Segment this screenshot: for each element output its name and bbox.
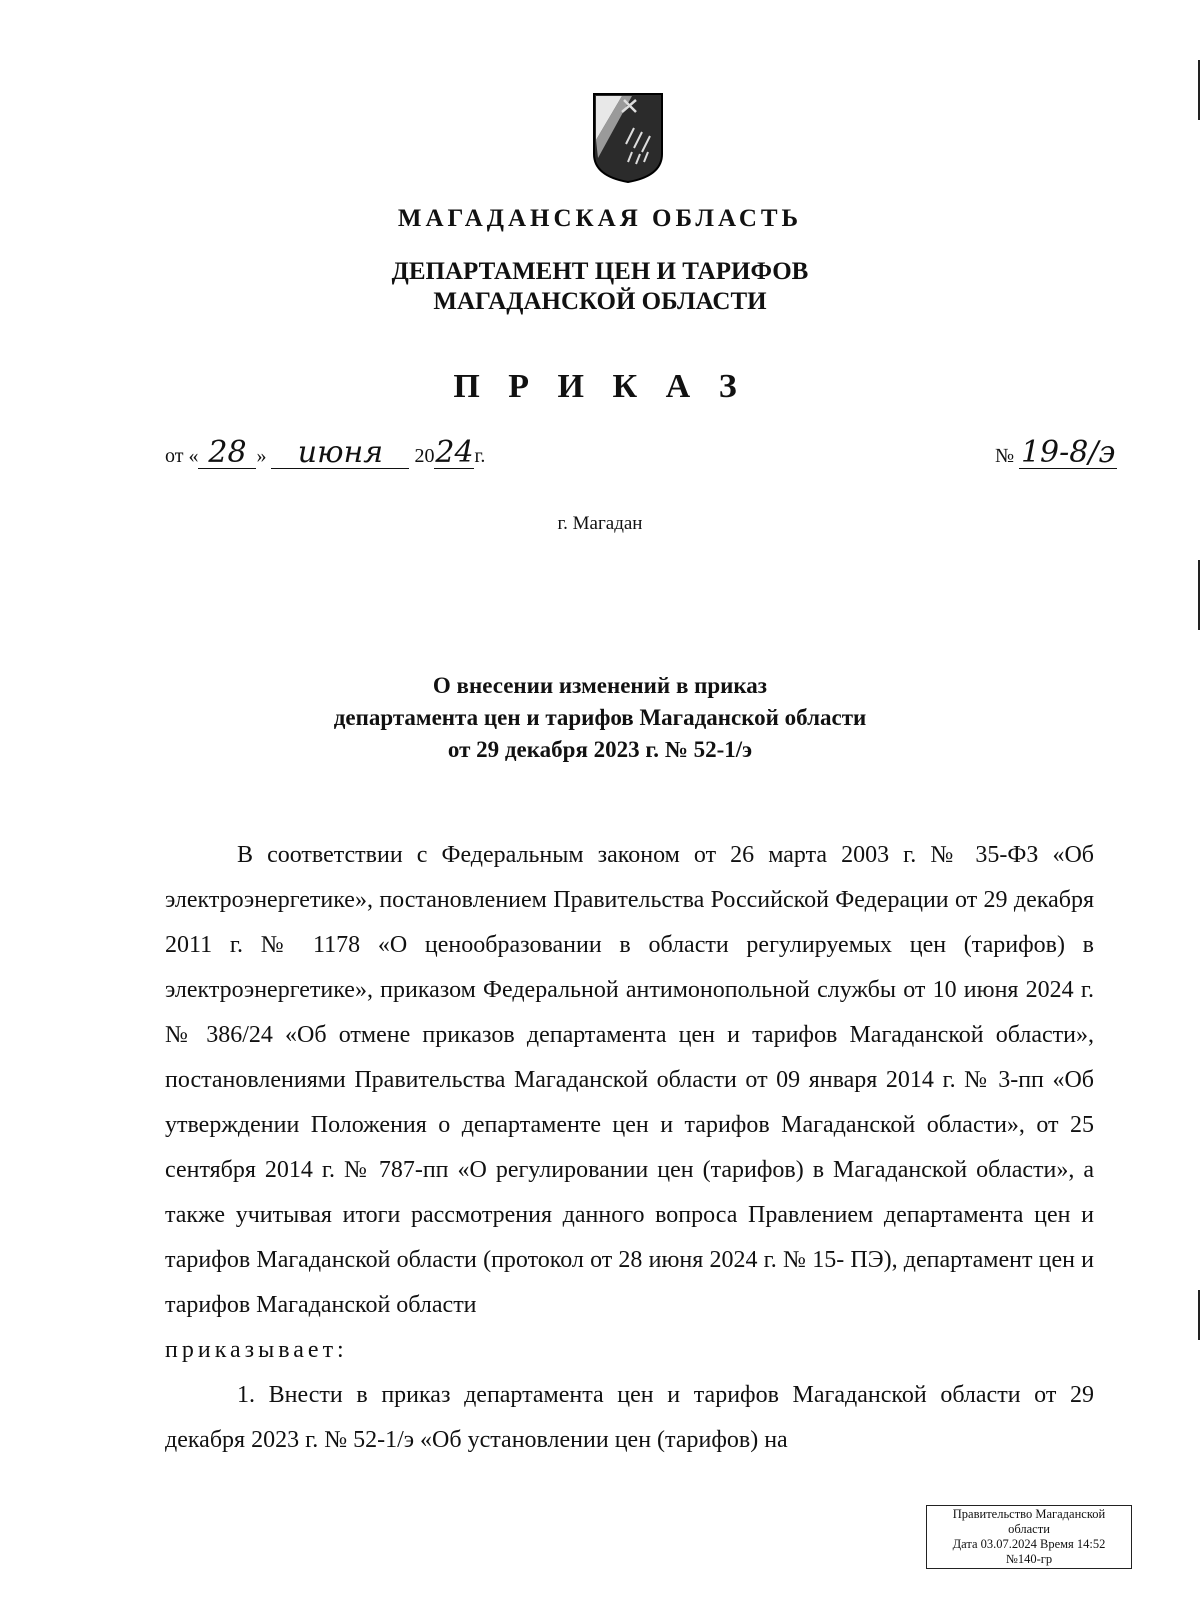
stamp-line2: области xyxy=(1008,1522,1050,1536)
preamble-paragraph: В соответствии с Федеральным законом от 26 марта 2003 г. № 35-ФЗ «Об электроэнергетике», постановлением Правительства Российской Федерации от 29 декабря 2011 г. № 1178 «О ценообразовании в области регулируемых цен (тарифов) в электроэнергетике», приказом Федеральной антимонопольной службы от 10 июня 2024 г. № 386/24 «Об отмене приказов департамента цен и тарифов Магаданской области», постановлениями Правительства Магаданской области от 09 января 2014 г. № 3-пп «Об утверждении Положения о департаменте цен и тарифов Магаданской области», от 25 сентября 2014 г. № 787-пп «О регулировании цен (тарифов) в Магаданской области», а также учитывая итоги рассмотрения данного вопроса Правлением департамента цен и тарифов Магаданской области (протокол от 28 июня 2024 г. № 15- ПЭ), департамент цен и тарифов Магаданской области xyxy=(165,842,1094,1318)
document-type-heading: П Р И К А З xyxy=(453,368,747,405)
region-heading: МАГАДАНСКАЯ ОБЛАСТЬ xyxy=(397,205,803,232)
item-1-paragraph: 1. Внести в приказ департамента цен и тарифов Магаданской области от 29 декабря 2023 г. № 52-1/э «Об установлении цен (тарифов) на xyxy=(165,1382,1094,1453)
date-close-quote: » xyxy=(256,445,267,467)
date-year-suffix: 24 xyxy=(435,435,474,470)
date-month: июня xyxy=(271,438,409,469)
title-line1: О внесении изменений в приказ xyxy=(432,673,768,698)
date-suffix: г. xyxy=(474,445,486,467)
order-number xyxy=(995,435,1117,470)
date-year-prefix: 20 xyxy=(414,445,435,467)
document-body xyxy=(165,833,1094,1463)
department-heading-line1: ДЕПАРТАМЕНТ ЦЕН И ТАРИФОВ xyxy=(391,258,809,285)
document-title xyxy=(0,670,1200,766)
title-line3: от 29 декабря 2023 г. № 52-1/э xyxy=(447,737,753,762)
date-day: 28 xyxy=(198,438,256,469)
number-value: 19-8/э xyxy=(1020,435,1116,470)
coat-of-arms-icon xyxy=(592,92,664,184)
stamp-line3: Дата 03.07.2024 Время 14:52 xyxy=(952,1537,1106,1551)
registration-stamp xyxy=(926,1505,1132,1569)
date-prefix: от « xyxy=(165,445,199,467)
city: г. Магадан xyxy=(557,513,643,534)
department-heading-line2: МАГАДАНСКОЙ ОБЛАСТИ xyxy=(433,288,767,315)
orders-word: приказывает: xyxy=(165,1337,348,1363)
date-line xyxy=(165,435,486,470)
stamp-line4: №140-гр xyxy=(1005,1552,1053,1566)
number-prefix: № xyxy=(995,445,1015,467)
title-line2: департамента цен и тарифов Магаданской области xyxy=(333,705,867,730)
stamp-line1: Правительство Магаданской xyxy=(952,1507,1106,1521)
